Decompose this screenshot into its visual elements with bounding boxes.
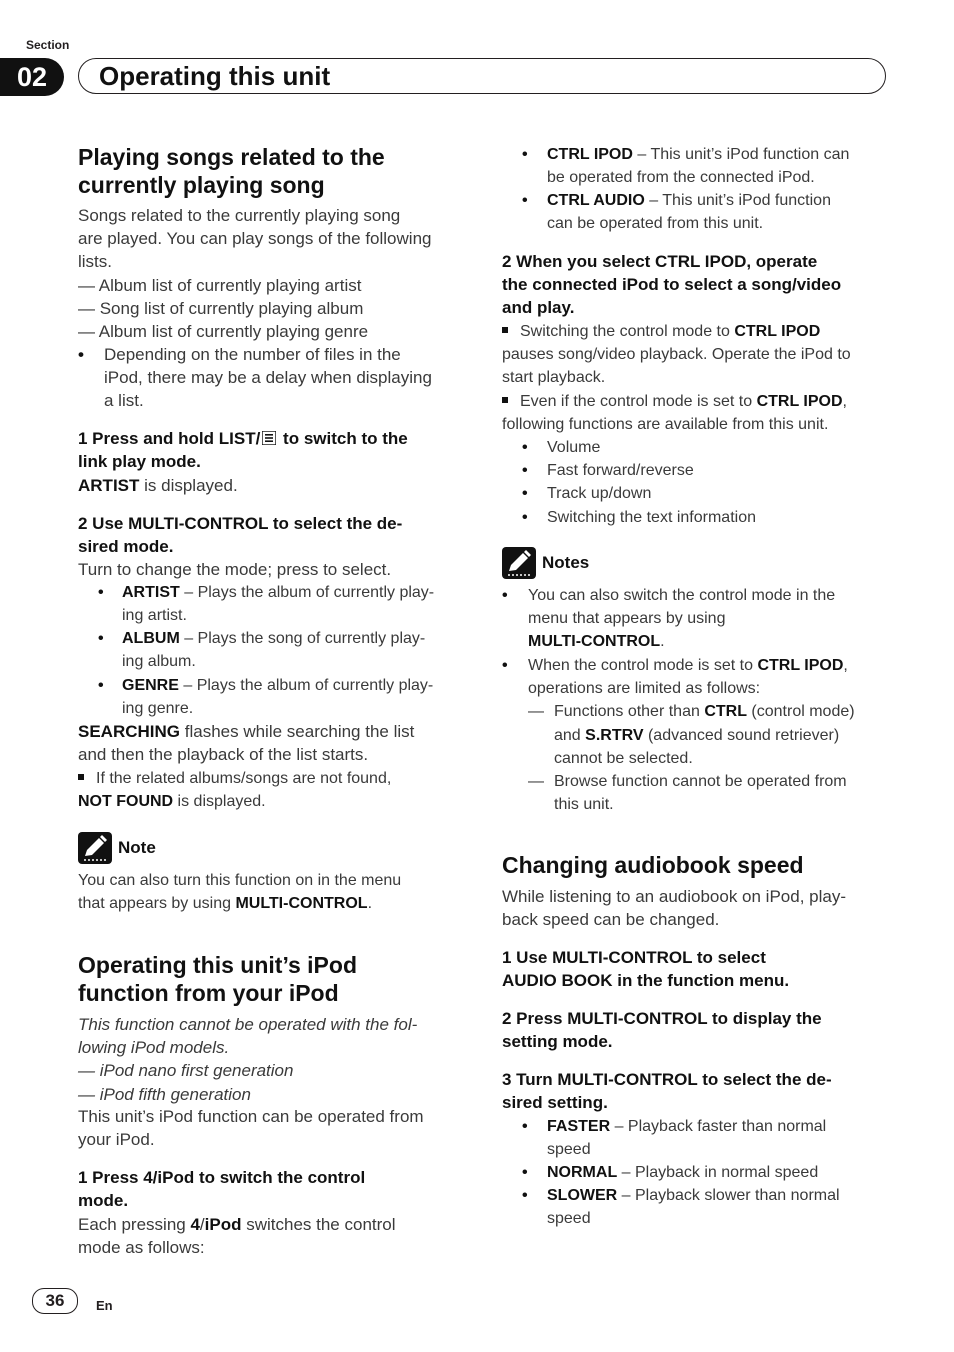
- text-line: This function cannot be operated with the fol-: [78, 1015, 418, 1034]
- step-text: setting mode.: [502, 1032, 613, 1052]
- language-code: En: [96, 1298, 113, 1313]
- text-line: that appears by using: [78, 895, 236, 913]
- square-bullet: [502, 397, 508, 403]
- step-text: and play.: [502, 298, 575, 318]
- text-line: (control mode): [746, 703, 855, 721]
- option-name: ALBUM: [122, 630, 180, 647]
- audiobook-intro: [502, 885, 846, 931]
- text-line: – This unit’s iPod function can: [632, 146, 850, 163]
- dash-marker: —: [528, 703, 544, 721]
- notes-header: [502, 547, 589, 579]
- list-icon: [262, 431, 276, 445]
- step-text: 2 Use MULTI-CONTROL to select the de-: [78, 514, 403, 533]
- list-item: Track up/down: [547, 485, 652, 503]
- text-line: .: [660, 633, 665, 651]
- text-line: Depending on the number of files in the: [104, 345, 401, 364]
- speed-name: SLOWER: [547, 1187, 618, 1204]
- heading-line: currently playing song: [78, 172, 325, 198]
- text-line: is displayed.: [139, 476, 238, 495]
- text-line: ing album.: [122, 653, 196, 671]
- text-line: When the control mode is set to: [528, 657, 758, 674]
- speed-name: FASTER: [547, 1118, 611, 1135]
- text-line: Even if the control mode is set to: [520, 392, 757, 410]
- list-item: — Album list of currently playing genre: [78, 322, 369, 342]
- text-line: – This unit’s iPod function: [644, 192, 831, 209]
- section-heading-ipod-function: [78, 951, 357, 1007]
- display-text-artist: ARTIST: [78, 476, 140, 495]
- speed-name: NORMAL: [547, 1164, 618, 1181]
- text-line: ,: [843, 657, 848, 674]
- searching-paragraph: [78, 720, 414, 766]
- audiobook-step-2: [502, 1007, 822, 1053]
- display-text-not-found: NOT FOUND: [78, 793, 174, 811]
- text-line: menu that appears by using: [528, 610, 726, 628]
- dash-marker: —: [528, 773, 544, 791]
- text-line: is displayed.: [173, 793, 266, 811]
- step-1-result: [78, 474, 238, 497]
- list-item: Volume: [547, 439, 601, 456]
- text-line: lowing iPod models.: [78, 1038, 230, 1058]
- text-line: /: [199, 1215, 205, 1234]
- control-name: CTRL: [704, 703, 747, 721]
- bullet-dot: •: [522, 462, 528, 480]
- step-2-ctrl-ipod: [502, 250, 841, 320]
- step-text: 1 Use MULTI-CONTROL to select: [502, 948, 766, 967]
- option-name: GENRE: [122, 677, 179, 694]
- bullet-dot: •: [522, 146, 528, 163]
- square-bullet: [78, 774, 84, 780]
- note-pencil-icon: [502, 547, 536, 579]
- option-album: [98, 627, 468, 673]
- text-line: pauses song/video playback. Operate the iPod to: [502, 346, 851, 364]
- step-text: 2 Press MULTI-CONTROL to display the: [502, 1009, 822, 1028]
- text-line: and: [554, 726, 586, 744]
- text-line: following functions are available from this unit.: [502, 415, 829, 433]
- note-text: [78, 869, 401, 915]
- step-text: 2 When you select CTRL IPOD, operate: [502, 252, 818, 271]
- bullet-dot: •: [98, 630, 104, 647]
- section-heading-related-songs: [78, 143, 385, 199]
- step-2-desc: Turn to change the mode; press to select.: [78, 560, 392, 579]
- text-line: – Plays the song of currently play-: [179, 630, 426, 647]
- bullet-dot: •: [502, 657, 508, 674]
- text-line: a list.: [104, 391, 144, 411]
- text-line: be operated from the connected iPod.: [547, 169, 815, 187]
- control-name: MULTI-CONTROL: [235, 895, 368, 913]
- text-line: – Plays the album of currently play-: [178, 677, 434, 694]
- mode-name: CTRL IPOD: [757, 657, 844, 674]
- step-text: sired setting.: [502, 1093, 608, 1113]
- text-line: ,: [842, 392, 847, 410]
- text-line: ing genre.: [122, 700, 194, 718]
- text-line: cannot be selected.: [554, 749, 693, 767]
- text-line: switches the control: [241, 1215, 396, 1234]
- mode-name: CTRL IPOD: [756, 392, 843, 410]
- text-line: This unit’s iPod function can be operated from: [78, 1107, 424, 1126]
- list-item: — Album list of currently playing artist: [78, 275, 362, 295]
- step-1-desc: [78, 1213, 396, 1259]
- text-line: iPod, there may be a delay when displaying: [104, 368, 432, 388]
- button-name: iPod: [204, 1215, 242, 1234]
- available-functions-list: [522, 436, 886, 529]
- text-line: start playback.: [502, 369, 606, 387]
- list-item: — iPod fifth generation: [78, 1084, 251, 1104]
- text-line: are played. You can play songs of the following: [78, 229, 432, 249]
- text-line: speed: [547, 1210, 591, 1228]
- mode-ctrl-ipod: [522, 143, 886, 189]
- text-line: – Playback in normal speed: [617, 1164, 819, 1181]
- step-text: AUDIO BOOK in the function menu.: [502, 971, 790, 991]
- bullet-dot: •: [98, 677, 104, 694]
- note-label: Note: [118, 838, 156, 858]
- bullet-dot: •: [502, 587, 508, 604]
- note-header: [78, 832, 156, 864]
- step-text: 1 Press and hold LIST/: [78, 429, 261, 448]
- step-text: 3 Turn MULTI-CONTROL to select the de-: [502, 1070, 832, 1089]
- text-line: You can also switch the control mode in the: [528, 587, 836, 604]
- step-1-press-hold-list: [78, 427, 408, 473]
- list-item: Switching the text information: [547, 508, 756, 526]
- limitation-1: [528, 700, 886, 770]
- page-title-text: Operating this unit: [99, 60, 331, 91]
- text-line: Switching the control mode to: [520, 323, 735, 340]
- text-line: flashes while searching the list: [180, 722, 415, 741]
- intro-paragraph: [78, 204, 431, 343]
- ipod-function-paragraph: [78, 1105, 424, 1151]
- mode-ctrl-audio: [522, 189, 886, 235]
- text-line: mode as follows:: [78, 1238, 205, 1258]
- speed-faster: [522, 1115, 886, 1161]
- control-name: S.RTRV: [585, 726, 644, 744]
- mode-name: CTRL IPOD: [547, 146, 633, 163]
- text-line: Functions other than: [554, 703, 705, 721]
- note-item-1: [502, 584, 886, 654]
- text-line: lists.: [78, 252, 112, 272]
- text-line: speed: [547, 1141, 591, 1159]
- step-text: the connected iPod to select a song/video: [502, 275, 842, 295]
- section-label: Section: [26, 38, 70, 52]
- square-bullet: [502, 327, 508, 333]
- notes-label: Notes: [542, 553, 590, 573]
- control-name: MULTI-CONTROL: [528, 633, 661, 651]
- heading-line: function from your iPod: [78, 980, 339, 1006]
- text-line: this unit.: [554, 796, 614, 814]
- speed-normal: [522, 1161, 886, 1184]
- text-line: .: [367, 895, 373, 913]
- text-line: – Playback slower than normal: [617, 1187, 840, 1204]
- bullet-delay-note: [78, 343, 468, 413]
- text-line: Browse function cannot be operated from: [554, 773, 847, 791]
- bullet-dot: •: [522, 508, 528, 526]
- page-number: 36: [32, 1288, 78, 1314]
- step-2-select-mode: [78, 512, 402, 558]
- limitation-2: [528, 770, 886, 816]
- bullet-dot: •: [522, 192, 528, 209]
- audiobook-step-1: [502, 946, 789, 992]
- heading-line: Operating this unit’s iPod: [78, 952, 357, 978]
- list-item: — iPod nano first generation: [78, 1061, 294, 1081]
- text-line: ing artist.: [122, 607, 187, 625]
- text-line: You can also turn this function on in the menu: [78, 872, 402, 889]
- note-item-2: [502, 654, 886, 816]
- text-line: If the related albums/songs are not found,: [96, 770, 392, 787]
- heading-line: Playing songs related to the: [78, 144, 385, 170]
- list-item: — Song list of currently playing album: [78, 298, 364, 318]
- text-line: (advanced sound retriever): [643, 726, 840, 744]
- page-title: [78, 58, 886, 94]
- section-number-badge: 02: [0, 58, 64, 96]
- bullet-dot: •: [98, 584, 104, 601]
- audiobook-step-3: [502, 1068, 832, 1114]
- text-line: Each pressing: [78, 1215, 191, 1234]
- ipod-model-restrictions: [78, 1013, 417, 1106]
- text-line: back speed can be changed.: [502, 910, 720, 930]
- step-text: mode.: [78, 1191, 129, 1211]
- display-text-searching: SEARCHING: [78, 722, 181, 741]
- step-text: to switch to the: [278, 429, 408, 448]
- mode-name: CTRL AUDIO: [547, 192, 645, 209]
- list-item: Fast forward/reverse: [547, 462, 694, 480]
- bullet-dot: •: [522, 439, 528, 456]
- note-pencil-icon: [78, 832, 112, 864]
- step-text: link play mode.: [78, 452, 201, 472]
- section-heading-audiobook-speed: Changing audiobook speed: [502, 852, 804, 878]
- speed-slower: [522, 1184, 886, 1230]
- text-line: can be operated from this unit.: [547, 215, 764, 233]
- step-1-press-ipod: [78, 1166, 365, 1212]
- text-line: operations are limited as follows:: [528, 680, 761, 698]
- text-line: Songs related to the currently playing song: [78, 206, 401, 225]
- option-name: ARTIST: [122, 584, 180, 601]
- text-line: your iPod.: [78, 1130, 155, 1150]
- bullet-dot: •: [522, 1187, 528, 1204]
- text-line: While listening to an audiobook on iPod, play-: [502, 887, 846, 906]
- bullet-dot: •: [78, 345, 84, 364]
- text-line: and then the playback of the list starts.: [78, 745, 369, 765]
- step-text: 1 Press 4/iPod to switch the control: [78, 1168, 366, 1187]
- mode-name: CTRL IPOD: [734, 323, 821, 340]
- bullet-dot: •: [522, 1164, 528, 1181]
- text-line: – Playback faster than normal: [610, 1118, 827, 1135]
- step-text: sired mode.: [78, 537, 174, 557]
- button-name: 4: [190, 1215, 200, 1234]
- text-line: – Plays the album of currently play-: [179, 584, 435, 601]
- bullet-dot: •: [522, 485, 528, 503]
- option-genre: [98, 674, 468, 720]
- not-found-note: [78, 767, 391, 813]
- option-artist: [98, 581, 468, 627]
- bullet-dot: •: [522, 1118, 528, 1135]
- switching-note: [502, 320, 851, 436]
